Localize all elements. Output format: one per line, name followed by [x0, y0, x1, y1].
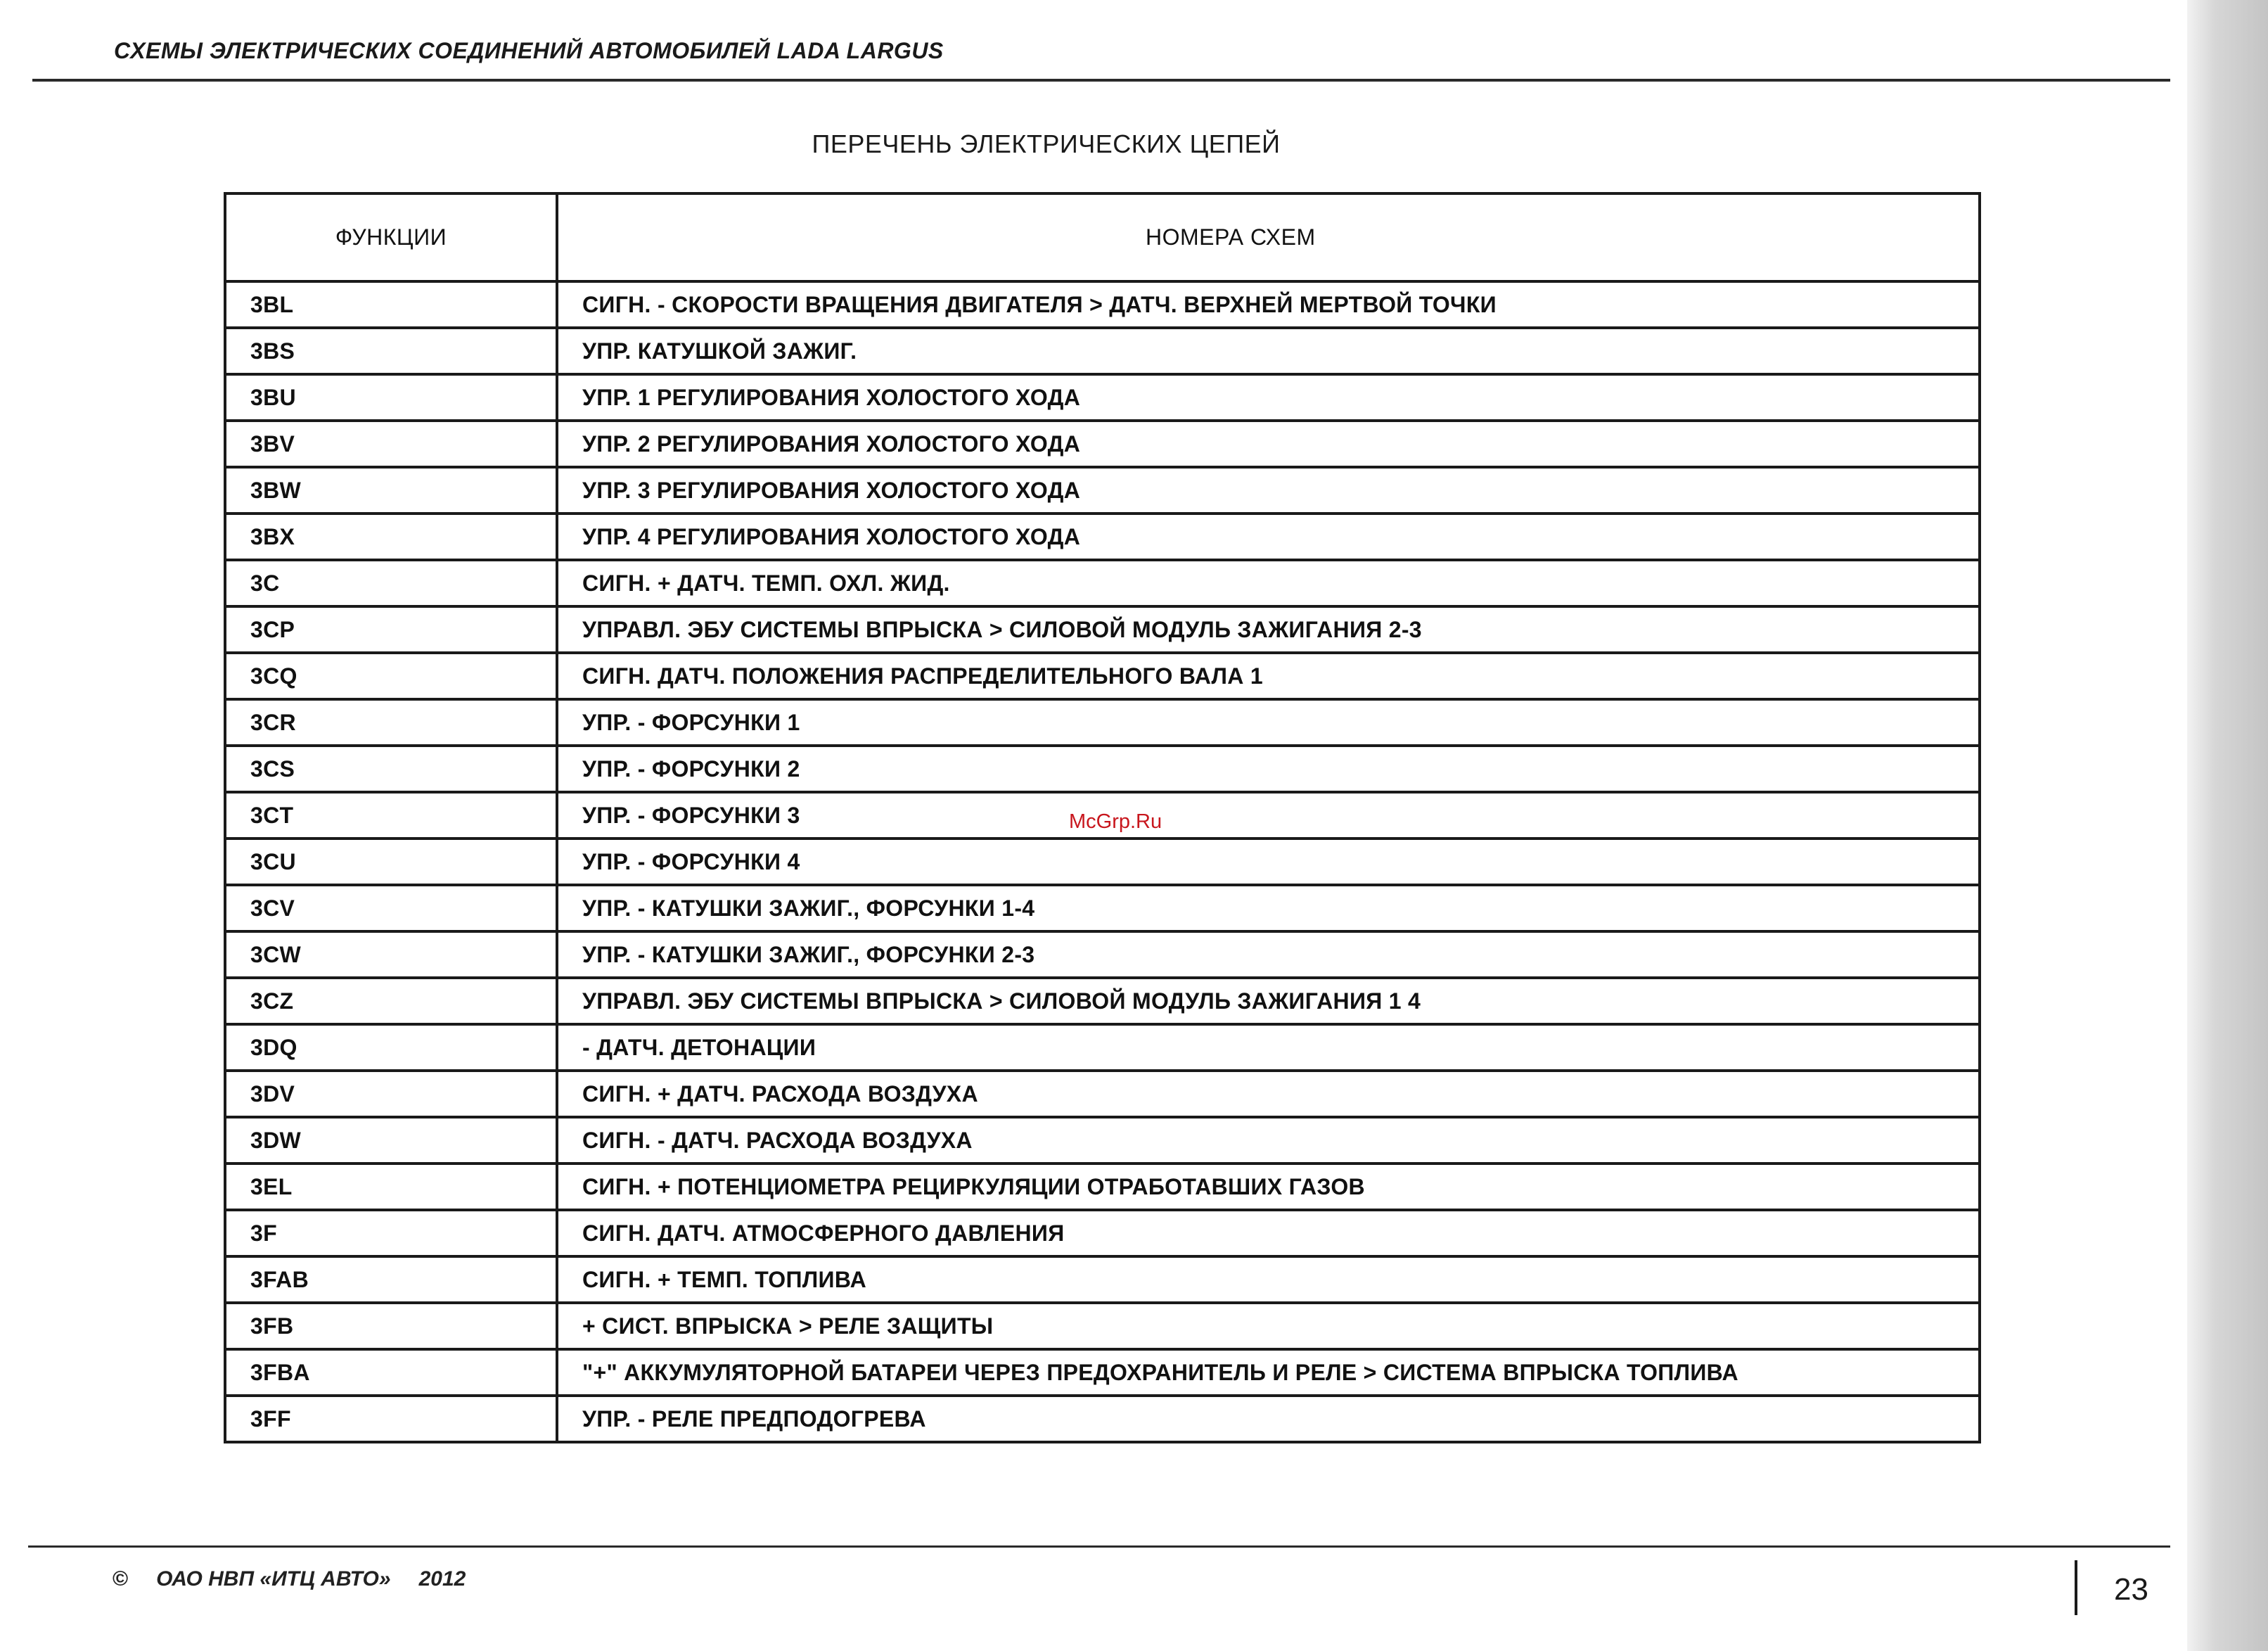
circuit-function: СИГН. - ДАТЧ. РАСХОДА ВОЗДУХА — [557, 1117, 1980, 1164]
circuit-function: СИГН. + ДАТЧ. ТЕМП. ОХЛ. ЖИД. — [557, 560, 1980, 606]
table-header-row — [225, 193, 1980, 281]
publisher-name: ОАО НВП «ИТЦ АВТО» — [156, 1567, 391, 1591]
circuit-code: 3BS — [225, 328, 557, 374]
table-row — [225, 1303, 1980, 1349]
circuit-function: УПР. - РЕЛЕ ПРЕДПОДОГРЕВА — [557, 1396, 1980, 1442]
circuit-function: УПР. - ФОРСУНКИ 2 — [557, 746, 1980, 792]
circuit-code: 3BX — [225, 514, 557, 560]
circuit-function: УПР. 2 РЕГУЛИРОВАНИЯ ХОЛОСТОГО ХОДА — [557, 421, 1980, 467]
circuit-code: 3CR — [225, 699, 557, 746]
table-row — [225, 467, 1980, 514]
circuit-code: 3CP — [225, 606, 557, 653]
circuit-code: 3DW — [225, 1117, 557, 1164]
table-row — [225, 1349, 1980, 1396]
circuit-code: 3EL — [225, 1164, 557, 1210]
table-row — [225, 1117, 1980, 1164]
table-row — [225, 1396, 1980, 1442]
circuit-function: СИГН. + ТЕМП. ТОПЛИВА — [557, 1256, 1980, 1303]
circuit-code: 3C — [225, 560, 557, 606]
table-row — [225, 1256, 1980, 1303]
table-row — [225, 885, 1980, 931]
circuit-function: "+" АККУМУЛЯТОРНОЙ БАТАРЕИ ЧЕРЕЗ ПРЕДОХРАНИТЕЛЬ И РЕЛЕ > СИСТЕМА ВПРЫСКА ТОПЛИВА — [557, 1349, 1980, 1396]
circuit-code: 3CQ — [225, 653, 557, 699]
circuit-function: - ДАТЧ. ДЕТОНАЦИИ — [557, 1024, 1980, 1071]
page-heading-text: ПЕРЕЧЕНЬ ЭЛЕКТРИЧЕСКИХ ЦЕПЕЙ — [812, 129, 1281, 158]
table-row — [225, 1210, 1980, 1256]
table-row — [225, 978, 1980, 1024]
table-row — [225, 699, 1980, 746]
circuit-function: СИГН. + ПОТЕНЦИОМЕТРА РЕЦИРКУЛЯЦИИ ОТРАБОТАВШИХ ГАЗОВ — [557, 1164, 1980, 1210]
table-row — [225, 746, 1980, 792]
circuit-function: СИГН. + ДАТЧ. РАСХОДА ВОЗДУХА — [557, 1071, 1980, 1117]
column-header-scheme-numbers: НОМЕРА СХЕМ — [557, 193, 1980, 281]
circuit-code: 3FB — [225, 1303, 557, 1349]
page-heading — [0, 129, 2268, 159]
footer-credit — [113, 1567, 466, 1591]
table-row — [225, 281, 1980, 328]
circuit-function: УПР. - ФОРСУНКИ 1 — [557, 699, 1980, 746]
circuit-function: + СИСТ. ВПРЫСКА > РЕЛЕ ЗАЩИТЫ — [557, 1303, 1980, 1349]
circuit-code: 3FAB — [225, 1256, 557, 1303]
circuit-function: УПР. 1 РЕГУЛИРОВАНИЯ ХОЛОСТОГО ХОДА — [557, 374, 1980, 421]
scan-edge-shadow — [2187, 0, 2268, 1651]
table-row — [225, 1164, 1980, 1210]
circuit-code: 3BV — [225, 421, 557, 467]
circuit-function: УПР. 3 РЕГУЛИРОВАНИЯ ХОЛОСТОГО ХОДА — [557, 467, 1980, 514]
header-divider — [32, 79, 2170, 82]
table-row — [225, 1071, 1980, 1117]
page-number: 23 — [2114, 1572, 2148, 1607]
circuit-code: 3CZ — [225, 978, 557, 1024]
circuit-code: 3DV — [225, 1071, 557, 1117]
document-header-title: СХЕМЫ ЭЛЕКТРИЧЕСКИХ СОЕДИНЕНИЙ АВТОМОБИЛЕЙ LADA LARGUS — [114, 38, 944, 63]
circuit-code: 3CS — [225, 746, 557, 792]
circuit-function: СИГН. ДАТЧ. АТМОСФЕРНОГО ДАВЛЕНИЯ — [557, 1210, 1980, 1256]
circuit-function: УПР. - ФОРСУНКИ 3 — [557, 792, 1980, 839]
circuit-code: 3FBA — [225, 1349, 557, 1396]
circuit-code: 3CT — [225, 792, 557, 839]
publication-year: 2012 — [418, 1567, 466, 1591]
circuit-code: 3CV — [225, 885, 557, 931]
circuit-code: 3F — [225, 1210, 557, 1256]
circuit-function: УПР. - КАТУШКИ ЗАЖИГ., ФОРСУНКИ 2-3 — [557, 931, 1980, 978]
copyright-symbol: © — [113, 1567, 129, 1591]
table-row — [225, 328, 1980, 374]
table-row — [225, 653, 1980, 699]
table-row — [225, 1024, 1980, 1071]
circuit-function: УПРАВЛ. ЭБУ СИСТЕМЫ ВПРЫСКА > СИЛОВОЙ МОДУЛЬ ЗАЖИГАНИЯ 1 4 — [557, 978, 1980, 1024]
circuit-code: 3CW — [225, 931, 557, 978]
circuit-function: УПРАВЛ. ЭБУ СИСТЕМЫ ВПРЫСКА > СИЛОВОЙ МОДУЛЬ ЗАЖИГАНИЯ 2-3 — [557, 606, 1980, 653]
table-row — [225, 374, 1980, 421]
circuit-function: СИГН. - СКОРОСТИ ВРАЩЕНИЯ ДВИГАТЕЛЯ > ДАТЧ. ВЕРХНЕЙ МЕРТВОЙ ТОЧКИ — [557, 281, 1980, 328]
page-number-separator — [2075, 1560, 2077, 1615]
circuit-code: 3BL — [225, 281, 557, 328]
table-row — [225, 606, 1980, 653]
circuit-code: 3BW — [225, 467, 557, 514]
circuit-function: УПР. КАТУШКОЙ ЗАЖИГ. — [557, 328, 1980, 374]
table-row — [225, 421, 1980, 467]
circuit-code: 3DQ — [225, 1024, 557, 1071]
table-row — [225, 931, 1980, 978]
watermark: McGrp.Ru — [1069, 810, 1162, 833]
table-row — [225, 514, 1980, 560]
table-row — [225, 839, 1980, 885]
circuit-function: УПР. - КАТУШКИ ЗАЖИГ., ФОРСУНКИ 1-4 — [557, 885, 1980, 931]
circuit-code: 3CU — [225, 839, 557, 885]
circuit-function: УПР. 4 РЕГУЛИРОВАНИЯ ХОЛОСТОГО ХОДА — [557, 514, 1980, 560]
circuit-code: 3FF — [225, 1396, 557, 1442]
circuit-code: 3BU — [225, 374, 557, 421]
table-body — [225, 281, 1980, 1442]
footer-divider — [28, 1545, 2170, 1548]
circuit-function: СИГН. ДАТЧ. ПОЛОЖЕНИЯ РАСПРЕДЕЛИТЕЛЬНОГО ВАЛА 1 — [557, 653, 1980, 699]
column-header-functions: ФУНКЦИИ — [225, 193, 557, 281]
table-row — [225, 560, 1980, 606]
circuit-function: УПР. - ФОРСУНКИ 4 — [557, 839, 1980, 885]
